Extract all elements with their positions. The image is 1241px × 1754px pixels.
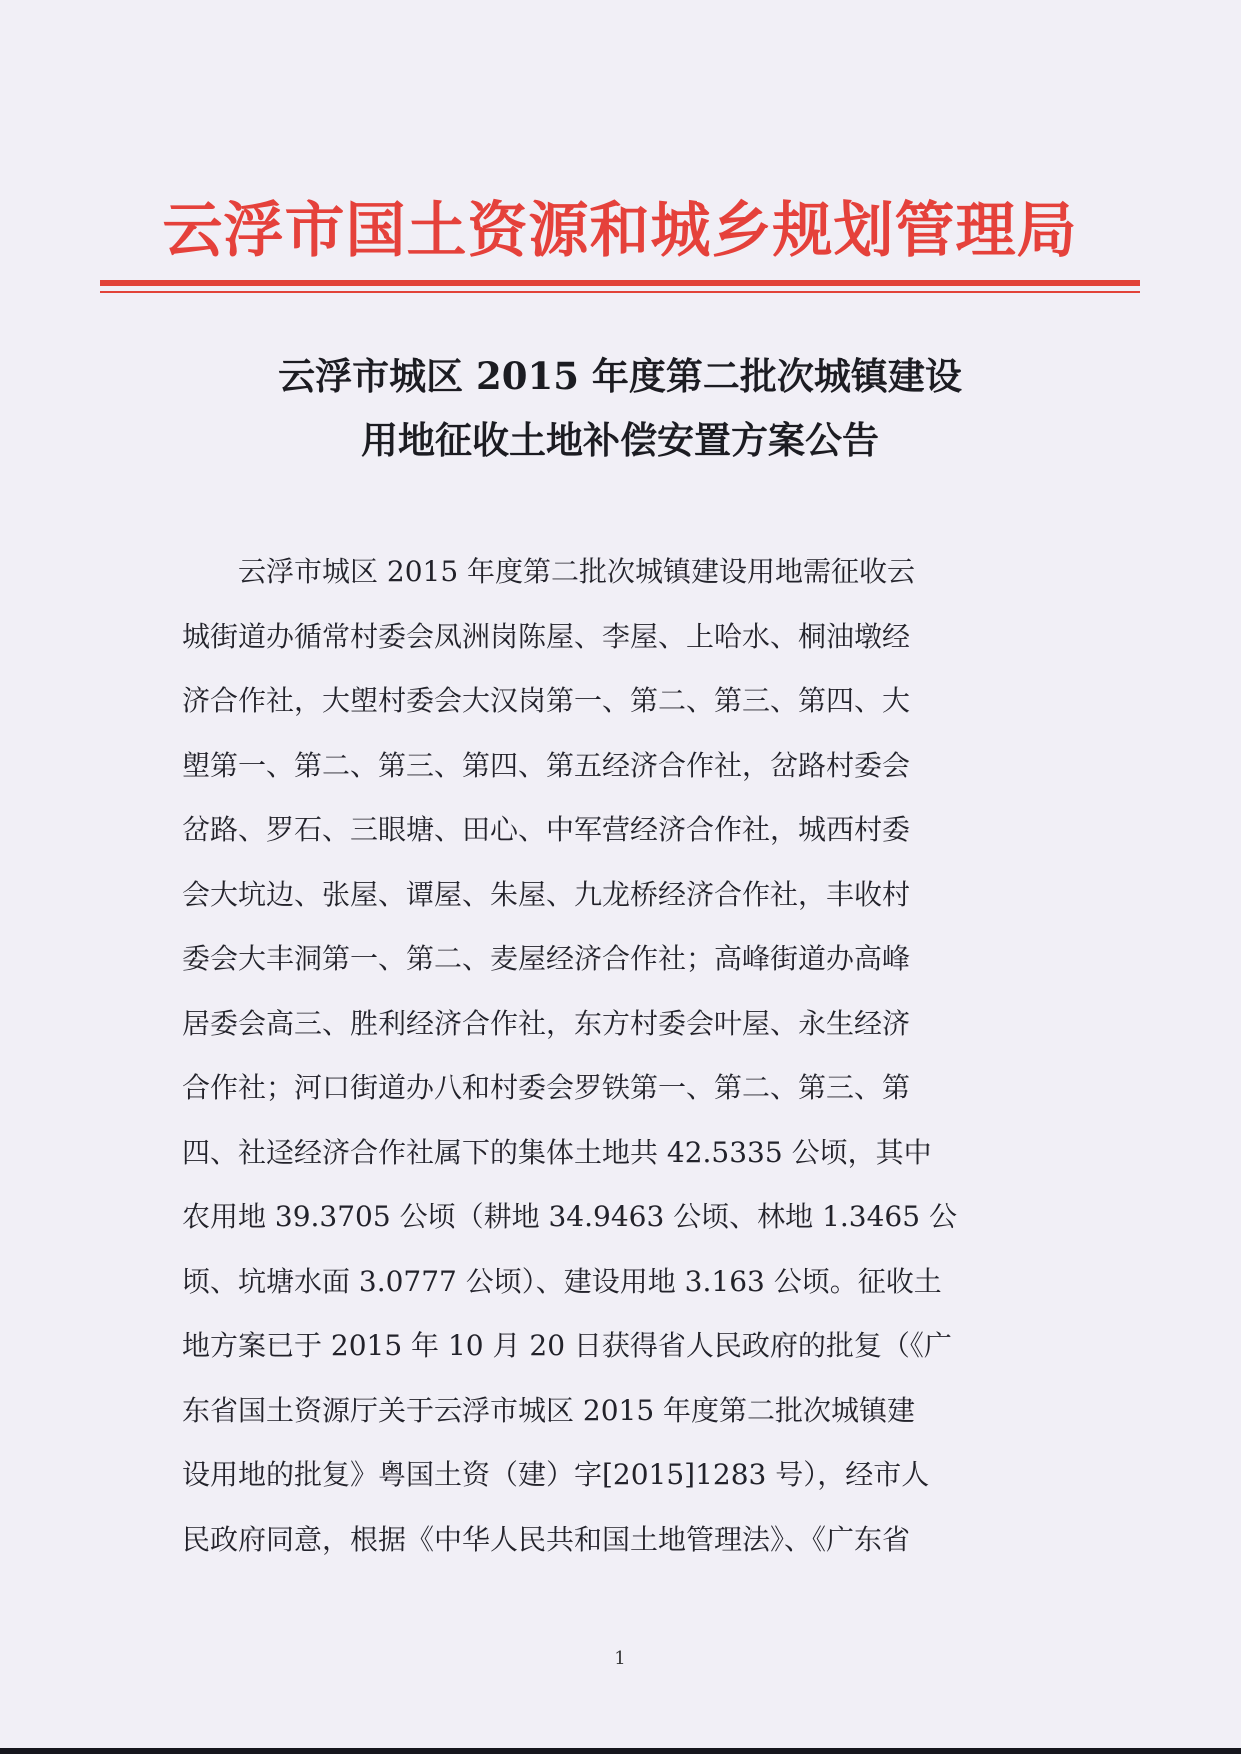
body-line: 合作社；河口街道办八和村委会罗铁第一、第二、第三、第 <box>182 1071 911 1104</box>
body-line: 地方案已于 2015 年 10 月 20 日获得省人民政府的批复（《广 <box>182 1329 952 1362</box>
body-line: 设用地的批复》粤国土资（建）字[2015]1283 号），经市人 <box>182 1458 930 1491</box>
body-line: 顷、坑塘水面 3.0777 公顷）、建设用地 3.163 公顷。征收土 <box>182 1264 942 1298</box>
body-line: 委会大丰洞第一、第二、麦屋经济合作社；高峰街道办高峰 <box>182 942 911 975</box>
header-red-rule-thick <box>100 280 1140 286</box>
header-red-rule-thin <box>100 291 1140 293</box>
body-line: 会大坑边、张屋、谭屋、朱屋、九龙桥经济合作社，丰收村 <box>182 877 911 911</box>
body-line: 民政府同意，根据《中华人民共和国土地管理法》、《广东省 <box>182 1522 911 1556</box>
page-number: 1 <box>614 1648 626 1669</box>
announcement-body <box>182 540 1052 1572</box>
body-line: 济合作社，大塱村委会大汉岗第一、第二、第三、第四、大 <box>182 684 911 717</box>
scan-bottom-edge <box>0 1748 1241 1754</box>
title-line-2: 用地征收土地补偿安置方案公告 <box>361 418 879 462</box>
body-line: 塱第一、第二、第三、第四、第五经济合作社，岔路村委会 <box>182 748 911 782</box>
issuing-organization-header: 云浮市国土资源和城乡规划管理局 <box>162 196 1078 266</box>
body-line: 云浮市城区 2015 年度第二批次城镇建设用地需征收云 <box>238 555 916 588</box>
body-line: 四、社迳经济合作社属下的集体土地共 42.5335 公顷，其中 <box>182 1135 932 1169</box>
announcement-title <box>140 344 1100 472</box>
body-line: 城街道办循常村委会凤洲岗陈屋、李屋、上哈水、桐油墩经 <box>182 619 911 653</box>
body-line: 农用地 39.3705 公顷（耕地 34.9463 公顷、林地 1.3465 公 <box>182 1200 957 1233</box>
body-line: 岔路、罗石、三眼塘、田心、中军营经济合作社，城西村委 <box>182 813 911 846</box>
body-line: 东省国土资源厅关于云浮市城区 2015 年度第二批次城镇建 <box>182 1393 916 1427</box>
body-line: 居委会高三、胜利经济合作社，东方村委会叶屋、永生经济 <box>182 1006 911 1040</box>
title-line-1: 云浮市城区 2015 年度第二批次城镇建设 <box>278 354 962 398</box>
